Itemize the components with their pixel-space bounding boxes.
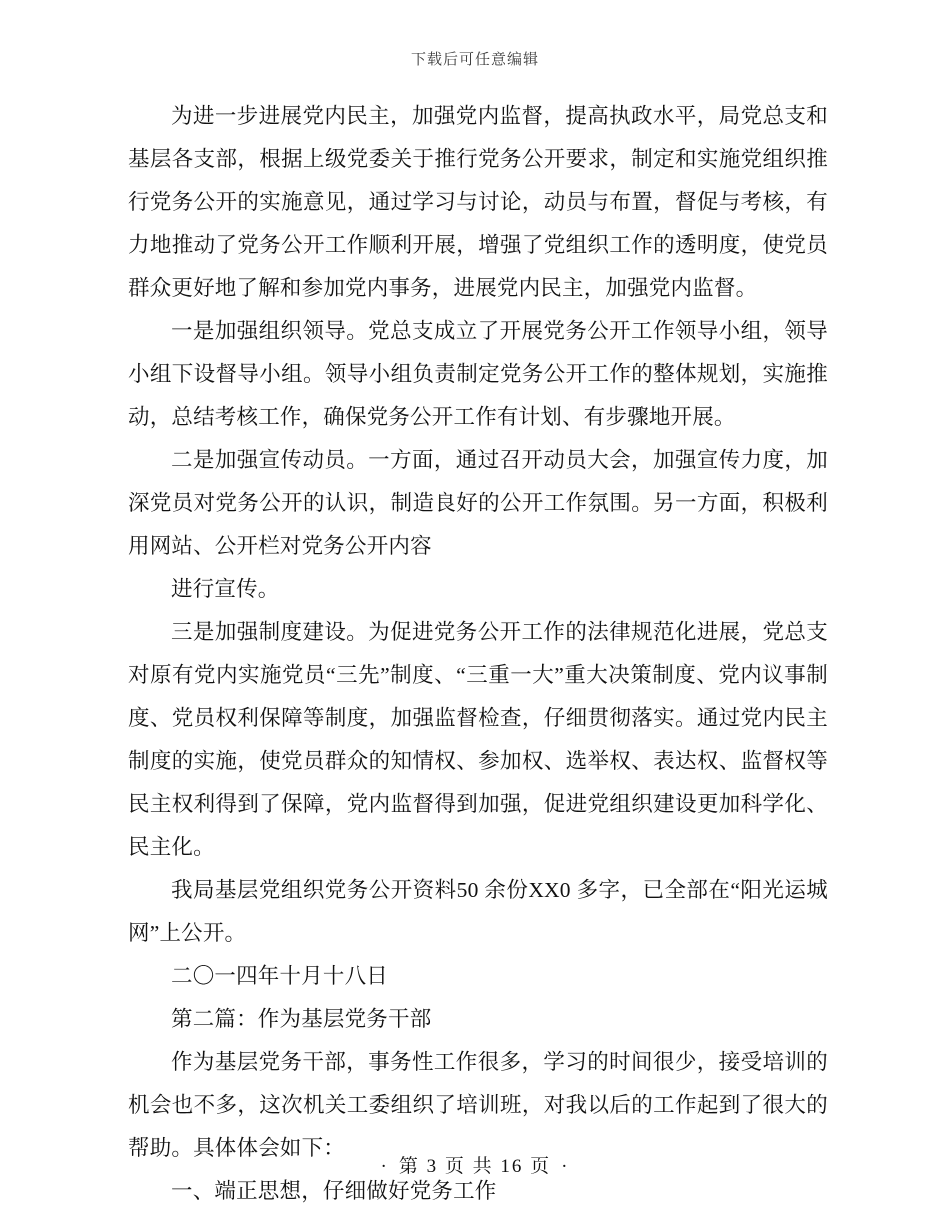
footer-middle: 页 共 xyxy=(444,1156,494,1177)
paragraph: 为进一步进展党内民主，加强党内监督，提高执政水平，局党总支和基层各支部，根据上级党委关于推行党务公开要求，制定和实施党组织推行党务公开的实施意见，通过学习与讨论，动员与布置，督促与考核，有力地推动了党务公开工作顺利开展，增强了党组织工作的透明度，使党员群众更好地了解和参加党内事务，进展党内民主，加强党内监督。 xyxy=(128,104,828,300)
paragraph: 三是加强制度建设。为促进党务公开工作的法律规范化进展，党总支对原有党内实施党员“三先”制度、“三重一大”重大决策制度、党内议事制度、党员权利保障等制度，加强监督检查，仔细贯彻落实。通过党内民主制度的实施，使党员群众的知情权、参加权、选举权、表达权、监督权等民主权利得到了保障，党内监督得到加强，促进党组织建设更加科学化、民主化。 xyxy=(128,620,828,859)
paragraph-heading: 一、端正思想，仔细做好党务工作 xyxy=(171,1179,497,1203)
paragraph: 进行宣传。 xyxy=(171,577,280,601)
footer-total-pages: 16 xyxy=(500,1156,524,1177)
paragraph: 我局基层党组织党务公开资料50 余份XX0 多字，已全部在“阳光运城网”上公开。 xyxy=(128,878,828,945)
paragraph: 二是加强宣传动员。一方面，通过召开动员大会，加强宣传力度，加深党员对党务公开的认识，制造良好的公开工作氛围。另一方面，积极利用网站、公开栏对党务公开内容 xyxy=(128,448,828,558)
footer-bullet-right: · xyxy=(561,1156,570,1177)
paragraph-date: 二〇一四年十月十八日 xyxy=(171,964,389,988)
footer-page-number: 3 xyxy=(426,1156,439,1177)
paragraph: 一是加强组织领导。党总支成立了开展党务公开工作领导小组，领导小组下设督导小组。领导小组负责制定党务公开工作的整体规划，实施推动，总结考核工作，确保党务公开工作有计划、有步骤地开展。 xyxy=(128,319,828,429)
page-header-watermark: 下载后可任意编辑 xyxy=(410,52,539,68)
footer-bullet-left: · xyxy=(380,1156,389,1177)
footer-suffix: 页 xyxy=(530,1156,552,1177)
paragraph: 作为基层党务干部，事务性工作很多，学习的时间很少，接受培训的机会也不多，这次机关工委组织了培训班，对我以后的工作起到了很大的帮助。具体体会如下： xyxy=(128,1050,828,1160)
document-body xyxy=(128,95,828,1213)
page-footer xyxy=(0,1151,950,1178)
paragraph-section-title: 第二篇：作为基层党务干部 xyxy=(171,1007,432,1031)
footer-prefix: 第 xyxy=(398,1156,420,1177)
